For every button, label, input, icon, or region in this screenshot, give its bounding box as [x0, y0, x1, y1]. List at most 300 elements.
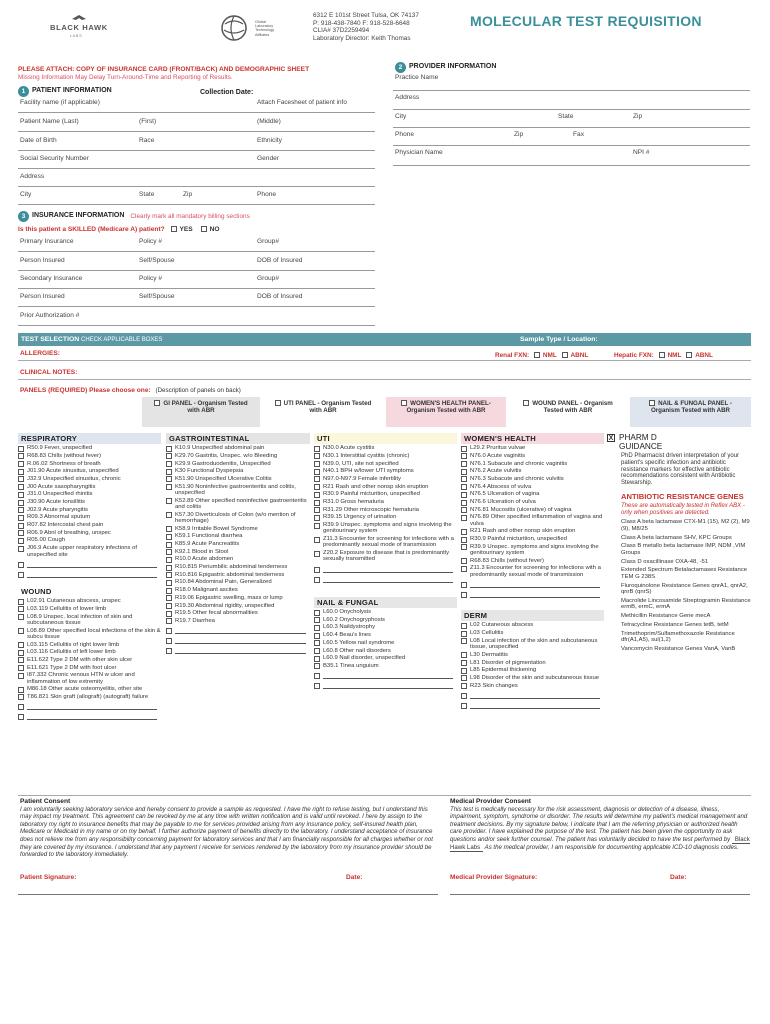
diagnosis-checkbox[interactable] [166, 565, 172, 571]
diagnosis-item[interactable] [166, 595, 310, 602]
diagnosis-item[interactable] [314, 461, 457, 468]
diagnosis-item[interactable] [461, 468, 604, 475]
diagnosis-checkbox[interactable] [18, 606, 24, 612]
diagnosis-checkbox[interactable] [18, 530, 24, 536]
diagnosis-item[interactable] [166, 461, 310, 468]
diagnosis-item[interactable] [166, 541, 310, 548]
diagnosis-item[interactable] [18, 694, 161, 701]
diagnosis-item[interactable] [314, 609, 457, 616]
diagnosis-checkbox[interactable] [314, 648, 320, 654]
diagnosis-label: T86.821 Skin graft (allograft) (autograft) failure [27, 693, 149, 700]
diagnosis-item[interactable] [461, 630, 604, 637]
insurance-row-primary[interactable] [18, 235, 375, 252]
wound-panel-option[interactable] [508, 397, 628, 427]
gene-label: Fluroquinolone Resistance Genes qnrA1, qnrA2, qnrB (qnrS) [621, 582, 748, 595]
diagnosis-checkbox[interactable] [314, 551, 320, 557]
diagnosis-checkbox[interactable] [314, 446, 320, 452]
dob-insured-label: DOB of Insured [257, 257, 303, 264]
lab-address [313, 12, 419, 42]
diagnosis-checkbox[interactable] [166, 476, 172, 482]
hepatic-fxn [614, 352, 713, 359]
diagnosis-item[interactable] [314, 632, 457, 639]
provider-consent-title: Medical Provider Consent [450, 798, 531, 805]
nail-panel-checkbox[interactable] [649, 400, 655, 406]
patient-consent [20, 798, 440, 859]
diagnosis-checkbox[interactable] [166, 618, 172, 624]
diagnosis-item[interactable] [166, 526, 310, 533]
blank-line[interactable] [166, 648, 310, 654]
diagnosis-label: R31.0 Gross hematuria [323, 499, 384, 505]
group-label-2: Group# [257, 275, 279, 282]
page-title: MOLECULAR TEST REQUISITION [470, 13, 702, 29]
diagnosis-checkbox[interactable] [166, 484, 172, 490]
derm-header: DERM [461, 610, 604, 621]
diagnosis-item[interactable] [18, 537, 161, 544]
diagnosis-item[interactable] [314, 453, 457, 460]
diagnosis-item[interactable] [166, 498, 310, 511]
diagnosis-label: K85.9 Acute Pancreatitis [175, 541, 240, 547]
diagnosis-item[interactable] [166, 476, 310, 483]
diagnosis-checkbox[interactable] [461, 683, 467, 689]
diagnosis-item[interactable] [18, 445, 161, 452]
diagnosis-label: N30.0 Acute cystitis [323, 445, 375, 452]
wound-header: WOUND [21, 586, 52, 596]
gene-label: Extended Spectrum Betalactamases Resistance TEM G 238S [621, 567, 748, 580]
diagnosis-checkbox[interactable] [314, 484, 320, 490]
gene-item [621, 559, 753, 565]
diagnosis-label: J06.9 Acute upper respiratory infections of unspecified site [27, 545, 138, 558]
diagnosis-checkbox[interactable] [166, 611, 172, 617]
diagnosis-checkbox[interactable] [166, 557, 172, 563]
hepatic-label: Hepatic FXN: [614, 352, 654, 359]
pharm-heading [607, 433, 753, 451]
diagnosis-checkbox[interactable] [18, 461, 24, 467]
diagnosis-item[interactable] [18, 507, 161, 514]
diagnosis-item[interactable] [18, 453, 161, 460]
diagnosis-item[interactable] [18, 606, 161, 613]
diagnosis-checkbox[interactable] [314, 663, 320, 669]
diagnosis-item[interactable] [461, 667, 604, 674]
wound-list [18, 598, 161, 700]
diagnosis-item[interactable] [18, 628, 161, 641]
diagnosis-checkbox[interactable] [166, 603, 172, 609]
diagnosis-checkbox[interactable] [314, 453, 320, 459]
blank-line[interactable] [18, 562, 161, 568]
diagnosis-item[interactable] [18, 657, 161, 664]
diagnosis-item[interactable] [18, 484, 161, 491]
diagnosis-checkbox[interactable] [18, 538, 24, 544]
patient-row-dob[interactable] [18, 134, 375, 151]
diagnosis-checkbox[interactable] [461, 476, 467, 482]
diagnosis-checkbox[interactable] [166, 461, 172, 467]
diagnosis-item[interactable] [166, 579, 310, 586]
diagnosis-checkbox[interactable] [461, 631, 467, 637]
diagnosis-label: K29.9 Gastroduodenitis, Unspecified [175, 460, 271, 467]
gene-item [621, 583, 753, 596]
diagnosis-item[interactable] [314, 640, 457, 647]
diagnosis-checkbox[interactable] [314, 469, 320, 475]
diagnosis-checkbox[interactable] [166, 588, 172, 594]
diagnosis-checkbox[interactable] [18, 476, 24, 482]
dob-insured-label-2: DOB of Insured [257, 293, 303, 300]
diagnosis-label: N97.0-N97.9 Female infertility [323, 475, 401, 482]
diagnosis-item[interactable] [18, 491, 161, 498]
diagnosis-checkbox[interactable] [166, 572, 172, 578]
blank-line[interactable] [314, 577, 457, 583]
blank-line[interactable] [166, 638, 310, 644]
diagnosis-checkbox[interactable] [461, 652, 467, 658]
diagnosis-item[interactable] [18, 545, 161, 558]
diagnosis-item[interactable] [461, 638, 604, 651]
uti-header: UTI [314, 433, 457, 444]
diagnosis-item[interactable] [166, 587, 310, 594]
diagnosis-checkbox[interactable] [314, 633, 320, 639]
diagnosis-item[interactable] [461, 514, 604, 527]
diagnosis-label: N76.89 Other specified inflammation of vagina and vulva [470, 514, 603, 527]
diagnosis-label: R10.815 Periumbilic abdominal tenderness [175, 564, 288, 571]
womens-panel-option[interactable] [386, 397, 506, 427]
patient-row-name[interactable] [18, 115, 375, 132]
diagnosis-item[interactable] [18, 461, 161, 468]
diagnosis-checkbox[interactable] [314, 500, 320, 506]
diagnosis-item[interactable] [461, 445, 604, 452]
nail-panel-label: NAIL & FUNGAL PANEL - Organism Tested with ABR [650, 400, 732, 414]
diagnosis-item[interactable] [461, 660, 604, 667]
group-label: Group# [257, 238, 279, 245]
diagnosis-checkbox[interactable] [18, 657, 24, 663]
diagnosis-item[interactable] [166, 556, 310, 563]
insurance-row-secondary[interactable] [18, 272, 375, 289]
diagnosis-checkbox[interactable] [18, 642, 24, 648]
provider-row-city[interactable] [393, 110, 750, 128]
pharm-checkbox[interactable]: X [608, 435, 614, 442]
diagnosis-item[interactable] [461, 536, 604, 543]
diagnosis-checkbox[interactable] [166, 549, 172, 555]
diagnosis-checkbox[interactable] [314, 537, 320, 543]
insurance-row-insured-2[interactable] [18, 290, 375, 307]
diagnosis-item[interactable] [166, 610, 310, 617]
skilled-no-checkbox[interactable] [201, 226, 207, 232]
diagnosis-item[interactable] [166, 445, 310, 452]
diagnosis-item[interactable] [18, 598, 161, 605]
hepatic-abnl-checkbox[interactable] [686, 352, 692, 358]
diagnosis-checkbox[interactable] [461, 453, 467, 459]
diagnosis-checkbox[interactable] [461, 500, 467, 506]
patient-row-facility[interactable] [18, 96, 375, 113]
diagnosis-checkbox[interactable] [461, 492, 467, 498]
renal-abnl-checkbox[interactable] [562, 352, 568, 358]
diagnosis-checkbox[interactable] [314, 476, 320, 482]
diagnosis-checkbox[interactable] [18, 484, 24, 490]
diagnosis-item[interactable] [18, 649, 161, 656]
diagnosis-item[interactable] [461, 453, 604, 460]
gene-item [621, 535, 753, 541]
diagnosis-item[interactable] [18, 476, 161, 483]
diagnosis-item[interactable] [18, 665, 161, 672]
diagnosis-checkbox[interactable] [314, 640, 320, 646]
diagnosis-label: L02.91 Cutaneous abscess, unspec [27, 598, 121, 605]
partner-logo [220, 14, 300, 42]
diagnosis-checkbox[interactable] [18, 453, 24, 459]
diagnosis-item[interactable] [314, 655, 457, 662]
diagnosis-item[interactable] [314, 491, 457, 498]
diagnosis-item[interactable] [314, 468, 457, 475]
diagnosis-checkbox[interactable] [18, 665, 24, 671]
diagnosis-item[interactable] [461, 484, 604, 491]
diagnosis-checkbox[interactable] [314, 492, 320, 498]
provider-section-header [395, 62, 496, 73]
facesheet-note: Attach Facesheet of patient info [257, 99, 347, 106]
diagnosis-item[interactable] [314, 536, 457, 549]
diagnosis-checkbox[interactable] [461, 675, 467, 681]
diagnosis-checkbox[interactable] [18, 523, 24, 529]
diagnosis-checkbox[interactable] [18, 546, 24, 552]
diagnosis-label: N76.1 Subacute and chronic vaginitis [470, 460, 568, 467]
diagnosis-checkbox[interactable] [18, 687, 24, 693]
diagnosis-checkbox[interactable] [314, 461, 320, 467]
diagnosis-checkbox[interactable] [18, 492, 24, 498]
diagnosis-item[interactable] [314, 499, 457, 506]
diagnosis-checkbox[interactable] [18, 469, 24, 475]
provider-row-address[interactable] [393, 91, 750, 110]
pharm-desc: PhD Pharmacist driven interpretation of your patient's specific infection and antibiotic resistance markers for effective antibiotic recommendations consistent with Antibiotic Stewarship. [621, 453, 740, 487]
diagnosis-item[interactable] [166, 512, 310, 525]
diagnosis-checkbox[interactable] [461, 623, 467, 629]
diagnosis-checkbox[interactable] [18, 599, 24, 605]
diagnosis-checkbox[interactable] [166, 453, 172, 459]
gi-panel-checkbox[interactable] [154, 400, 160, 406]
diagnosis-item[interactable] [461, 491, 604, 498]
renal-label: Renal FXN: [495, 352, 530, 359]
diagnosis-checkbox[interactable] [166, 469, 172, 475]
provider-zip-label: Zip [633, 113, 643, 120]
state-label: State [139, 191, 155, 198]
diagnosis-checkbox[interactable] [18, 500, 24, 506]
attach-title: PLEASE ATTACH: COPY OF INSURANCE CARD (FRONT/BACK) AND DEMOGRAPHIC SHEET [18, 66, 310, 73]
logo-sub: L A B S [70, 34, 82, 38]
diagnosis-item[interactable] [18, 530, 161, 537]
diagnosis-item[interactable] [461, 461, 604, 468]
renal-abnl-label: ABNL [570, 352, 589, 359]
diagnosis-checkbox[interactable] [314, 617, 320, 623]
diagnosis-item[interactable] [166, 603, 310, 610]
blank-line[interactable] [18, 714, 161, 720]
renal-nml-checkbox[interactable] [534, 352, 540, 358]
diagnosis-item[interactable] [314, 648, 457, 655]
diagnosis-checkbox[interactable] [461, 529, 467, 535]
provider-signature-line[interactable] [450, 894, 750, 895]
diagnosis-checkbox[interactable] [314, 523, 320, 529]
blank-line[interactable] [18, 704, 161, 710]
diagnosis-item[interactable] [166, 453, 310, 460]
diagnosis-checkbox[interactable] [18, 507, 24, 513]
womens-panel-checkbox[interactable] [401, 400, 407, 406]
diagnosis-item[interactable] [18, 686, 161, 693]
blank-line[interactable] [314, 683, 457, 689]
logo-text: BLACK HAWK [50, 23, 108, 32]
provider-consent-text [450, 806, 750, 852]
diagnosis-checkbox[interactable] [314, 515, 320, 521]
diagnosis-checkbox[interactable] [166, 534, 172, 540]
diagnosis-item[interactable] [18, 642, 161, 649]
diagnosis-checkbox[interactable] [166, 512, 172, 518]
diagnosis-item[interactable] [461, 544, 604, 557]
blank-line[interactable] [18, 572, 161, 578]
diagnosis-item[interactable] [461, 528, 604, 535]
diagnosis-item[interactable] [461, 565, 604, 578]
diagnosis-item[interactable] [461, 652, 604, 659]
patient-row-address[interactable] [18, 170, 375, 187]
diagnosis-item[interactable] [166, 468, 310, 475]
diagnosis-label: R19.06 Epigastric swelling, mass or lump [175, 594, 283, 601]
diagnosis-item[interactable] [461, 558, 604, 565]
diagnosis-checkbox[interactable] [18, 650, 24, 656]
diagnosis-checkbox[interactable] [461, 668, 467, 674]
diagnosis-item[interactable] [166, 618, 310, 625]
provider-signature-label: Medical Provider Signature: [450, 874, 538, 881]
diagnosis-checkbox[interactable] [461, 558, 467, 564]
diagnosis-checkbox[interactable] [18, 694, 24, 700]
diagnosis-checkbox[interactable] [461, 461, 467, 467]
blank-line[interactable] [461, 592, 604, 598]
diagnosis-item[interactable] [166, 484, 310, 497]
diagnosis-checkbox[interactable] [166, 580, 172, 586]
provider-row-practice[interactable] [393, 73, 750, 91]
gi-column [166, 433, 310, 654]
diagnosis-item[interactable] [18, 468, 161, 475]
gi-panel-option[interactable] [142, 397, 260, 427]
patient-row-city[interactable] [18, 188, 375, 205]
practice-name-label: Practice Name [395, 74, 439, 81]
diagnosis-label: K10.9 Unspecified abdominal pain [175, 445, 265, 452]
diagnosis-checkbox[interactable] [461, 469, 467, 475]
diagnosis-checkbox[interactable] [461, 566, 467, 572]
diagnosis-checkbox[interactable] [461, 515, 467, 521]
diagnosis-checkbox[interactable] [166, 542, 172, 548]
diagnosis-item[interactable] [166, 549, 310, 556]
uti-panel-checkbox[interactable] [275, 400, 281, 406]
uti-panel-option[interactable] [262, 397, 384, 427]
patient-signature-line[interactable] [18, 894, 438, 895]
diagnosis-checkbox[interactable] [314, 507, 320, 513]
diagnosis-label: R10.816 Epigastric abdominal tenderness [175, 571, 285, 578]
diagnosis-checkbox[interactable] [166, 595, 172, 601]
blank-line[interactable] [166, 628, 310, 634]
diagnosis-checkbox[interactable] [461, 638, 467, 644]
insurance-row-prior[interactable] [18, 309, 375, 326]
diagnosis-label: L08.89 Other specified local infections of the skin & subcu tissue [27, 627, 161, 640]
diagnosis-item[interactable] [314, 522, 457, 535]
diagnosis-item[interactable] [314, 550, 457, 563]
provider-date-label: Date: [670, 874, 687, 881]
diagnosis-checkbox[interactable] [461, 507, 467, 513]
diagnosis-item[interactable] [461, 683, 604, 690]
blank-line[interactable] [461, 582, 604, 588]
blank-line[interactable] [314, 567, 457, 573]
nail-panel-option[interactable] [630, 397, 751, 427]
diagnosis-item[interactable] [314, 663, 457, 670]
collection-date-label: Collection Date: [200, 89, 254, 96]
diagnosis-item[interactable] [314, 476, 457, 483]
diagnosis-checkbox[interactable] [18, 446, 24, 452]
diagnosis-label: J31.0 Unspecified rhinitis [27, 491, 93, 498]
diagnosis-item[interactable] [18, 514, 161, 521]
diagnosis-label: Z11.3 Encounter for screening for infections with a predominantly sexual mode of transmission [470, 565, 601, 578]
skilled-yes-checkbox[interactable] [171, 226, 177, 232]
diagnosis-item[interactable] [461, 675, 604, 682]
diagnosis-checkbox[interactable] [166, 446, 172, 452]
diagnosis-checkbox[interactable] [18, 628, 24, 634]
womens-panel-label: WOMEN'S HEALTH PANEL-Organism Tested with ABR [406, 400, 491, 414]
diagnosis-item[interactable] [461, 499, 604, 506]
hepatic-nml-checkbox[interactable] [659, 352, 665, 358]
diagnosis-checkbox[interactable] [166, 498, 172, 504]
provider-row-physician[interactable] [393, 146, 750, 166]
diagnosis-item[interactable] [314, 514, 457, 521]
diagnosis-label: N76.2 Acute vulvitis [470, 468, 522, 475]
diagnosis-checkbox[interactable] [18, 673, 24, 679]
diagnosis-item[interactable] [461, 622, 604, 629]
diagnosis-item[interactable] [18, 522, 161, 529]
diagnosis-item[interactable] [18, 614, 161, 627]
diagnosis-item[interactable] [314, 445, 457, 452]
diagnosis-checkbox[interactable] [18, 614, 24, 620]
uti-panel-label: UTI PANEL - Organism Tested with ABR [283, 400, 372, 414]
diagnosis-checkbox[interactable] [461, 660, 467, 666]
diagnosis-item[interactable] [314, 484, 457, 491]
diagnosis-label: E11.621 Type 2 DM with foot ulcer [27, 664, 117, 671]
section-number: 2 [395, 62, 406, 73]
blank-line[interactable] [461, 703, 604, 709]
insurance-row-insured[interactable] [18, 254, 375, 271]
provider-row-phone[interactable] [393, 128, 750, 146]
diagnosis-item[interactable] [461, 476, 604, 483]
gene-item [621, 613, 753, 619]
diagnosis-label: K29.70 Gastritis, Unspec. w/o Bleeding [175, 452, 278, 459]
diagnosis-checkbox[interactable] [461, 544, 467, 550]
diagnosis-item[interactable] [461, 507, 604, 514]
diagnosis-checkbox[interactable] [461, 484, 467, 490]
diagnosis-checkbox[interactable] [166, 526, 172, 532]
diagnosis-checkbox[interactable] [314, 625, 320, 631]
diagnosis-item[interactable] [314, 617, 457, 624]
blank-line[interactable] [314, 673, 457, 679]
diagnosis-item[interactable] [166, 533, 310, 540]
diagnosis-label: N76.4 Abscess of vulva [470, 483, 532, 490]
wound-panel-checkbox[interactable] [523, 400, 529, 406]
diagnosis-label: N76.5 Ulceration of vagina [470, 491, 540, 498]
diagnosis-item[interactable] [18, 672, 161, 685]
diagnosis-checkbox[interactable] [314, 656, 320, 662]
diagnosis-checkbox[interactable] [18, 515, 24, 521]
diagnosis-item[interactable] [314, 624, 457, 631]
policy-label-2: Policy # [139, 275, 163, 282]
diagnosis-label: L81 Disorder of pigmentation [470, 659, 546, 666]
diagnosis-checkbox[interactable] [314, 610, 320, 616]
blank-line[interactable] [461, 693, 604, 699]
diagnosis-checkbox[interactable] [461, 446, 467, 452]
section-number: 1 [18, 86, 29, 97]
patient-row-ssn[interactable] [18, 152, 375, 169]
skilled-label: Is this patient a SKILLED (Medicare A) patient? [18, 226, 165, 233]
diagnosis-item[interactable] [314, 507, 457, 514]
diagnosis-item[interactable] [166, 572, 310, 579]
primary-insurance-label: Primary Insurance [20, 238, 74, 245]
diagnosis-item[interactable] [166, 564, 310, 571]
diagnosis-label: M86.18 Other acute osteomyelitis, other site [27, 686, 143, 693]
diagnosis-item[interactable] [18, 499, 161, 506]
diagnosis-checkbox[interactable] [461, 537, 467, 543]
